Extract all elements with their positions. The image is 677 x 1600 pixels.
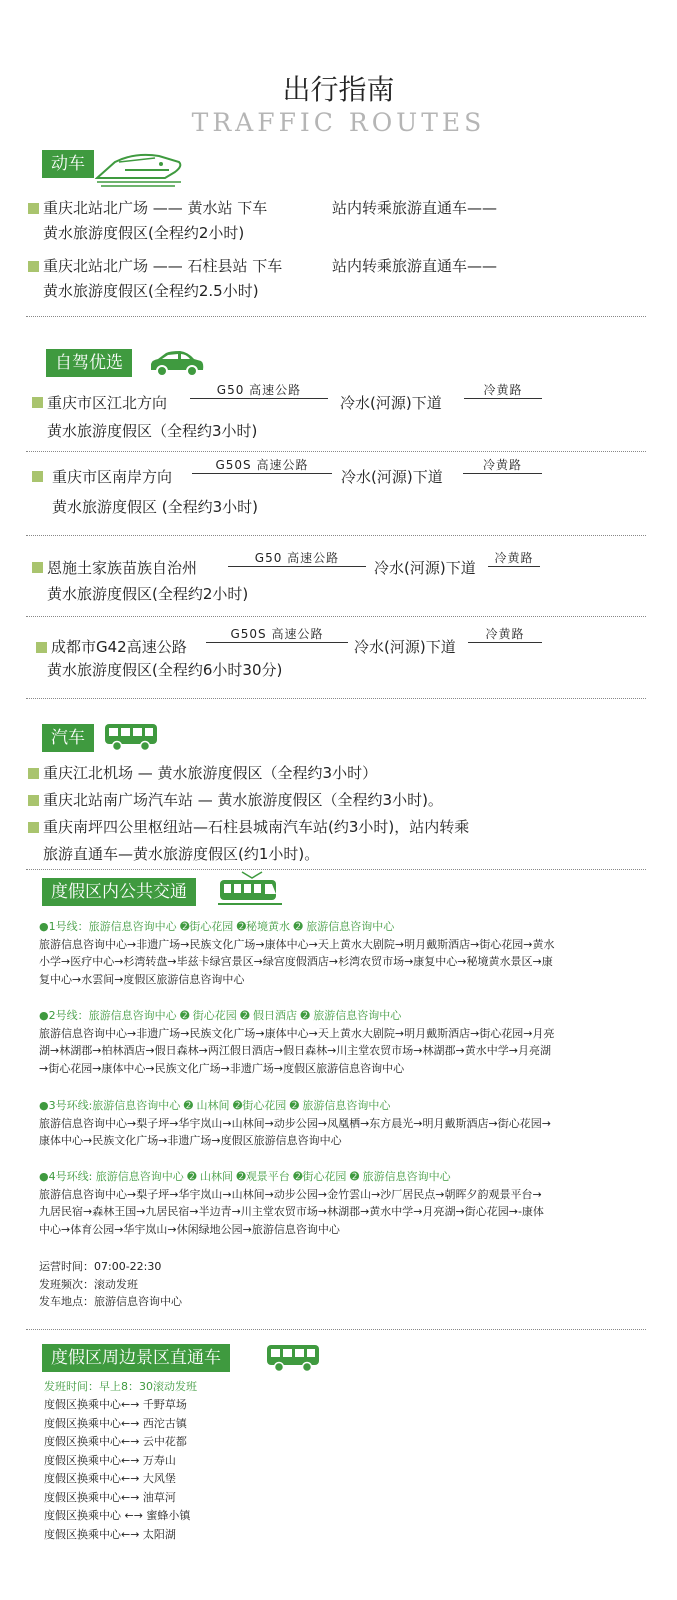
drive-4-road: G50S 高速公路 <box>206 627 348 643</box>
bus-icon <box>104 722 158 752</box>
bullet <box>32 397 43 408</box>
scenic-bus-icon <box>266 1343 320 1373</box>
divider <box>26 451 646 452</box>
drive-2-road2: 冷黄路 <box>463 458 542 474</box>
divider <box>26 316 646 317</box>
bullet <box>28 822 39 833</box>
drive-3-mid: 冷水(河源)下道 <box>374 559 476 577</box>
train-route-2-a: 重庆北站北广场 —— 石柱县站 下车 <box>43 257 283 275</box>
divider <box>26 616 646 617</box>
bullet <box>28 261 39 272</box>
drive-2-road: G50S 高速公路 <box>192 458 332 474</box>
divider <box>26 869 646 870</box>
scenic-departure-time: 发班时间：早上8：30滚动发班 <box>44 1380 197 1393</box>
bullet <box>28 768 39 779</box>
line-1-stops: 复中心→水雲间→度假区旅游信息咨询中心 <box>39 972 245 986</box>
drive-1-road2: 冷黄路 <box>464 383 542 399</box>
train-route-2-c: 黄水旅游度假区(全程约2.5小时) <box>43 282 259 300</box>
line-2-stops: 湖→林湖郡→柏林酒店→假日森林→两江假日酒店→假日森林→川主堂农贸市场→林湖郡→黄水中学→月亮湖 <box>39 1044 551 1057</box>
page-subtitle: TRAFFIC ROUTES <box>191 108 486 137</box>
line-3-stops: 康体中心→民族文化广场→非遗广场→度假区旅游信息咨询中心 <box>39 1134 342 1147</box>
bullet <box>28 795 39 806</box>
bullet <box>32 471 43 482</box>
scenic-route: 度假区换乘中心←→ 千野草场 <box>44 1398 187 1411</box>
line-2-title: ●2号线：旅游信息咨询中心 ➋ 街心花园 ➋ 假日酒店 ➋ 旅游信息咨询中心 <box>39 1009 402 1022</box>
bullet <box>36 642 47 653</box>
bus-route-3b: 旅游直通车—黄水旅游度假区(约1小时)。 <box>43 845 320 863</box>
line-1-stops: 小学→医疗中心→杉湾转盘→毕兹卡绿宫景区→绿宫度假酒店→杉湾农贸市场→康复中心→秘境黄水景区→康 <box>39 955 553 968</box>
line-3 <box>39 1097 659 1150</box>
line-4 <box>39 1168 659 1238</box>
section-resort-title: 度假区内公共交通 <box>42 878 196 906</box>
train-route-1-a: 重庆北站北广场 —— 黄水站 下车 <box>43 199 268 217</box>
line-3-title: ●3号环线:旅游信息咨询中心 ➋ 山林间 ➋街心花园 ➋ 旅游信息咨询中心 <box>39 1099 391 1112</box>
section-bus-title: 汽车 <box>42 724 94 752</box>
drive-4-road2: 冷黄路 <box>468 627 542 643</box>
drive-3-road: G50 高速公路 <box>228 551 366 567</box>
bus-route-3a: 重庆南坪四公里枢纽站—石柱县城南汽车站(约3小时)，站内转乘 <box>43 818 470 836</box>
line-4-stops: 旅游信息咨询中心→梨子坪→华宇岚山→山林间→动步公园→金竹雲山→沙厂居民点→朝晖夕韵观景平台→ <box>39 1187 542 1201</box>
scenic-route: 度假区换乘中心←→ 油草河 <box>44 1490 176 1504</box>
bullet <box>28 203 39 214</box>
line-2-stops: →街心花园→康体中心→民族文化广场→非遗广场→度假区旅游信息咨询中心 <box>39 1061 405 1075</box>
car-icon <box>148 348 206 378</box>
drive-2-dest: 黄水旅游度假区 (全程约3小时) <box>52 498 259 516</box>
scenic-routes <box>44 1396 190 1544</box>
scenic-route: 度假区换乘中心←→ 太阳湖 <box>44 1527 176 1541</box>
page-title: 出行指南 <box>282 73 395 106</box>
line-3-stops: 旅游信息咨询中心→梨子坪→华宇岚山→山林间→动步公园→凤凰栖→东方晨光→明月戴斯酒店→街心花园→ <box>39 1116 551 1130</box>
drive-1-road: G50 高速公路 <box>190 383 328 399</box>
line-4-stops: 中心→体育公园→华宇岚山→休闲绿地公园→旅游信息咨询中心 <box>39 1222 340 1236</box>
train-route-1-b: 站内转乘旅游直通车—— <box>332 199 498 217</box>
train-icon <box>95 148 185 188</box>
drive-2-mid: 冷水(河源)下道 <box>341 468 443 486</box>
line-1 <box>39 918 659 988</box>
drive-4-from: 成都市G42高速公路 <box>51 638 187 656</box>
line-4-title: ●4号环线: 旅游信息咨询中心 ➋ 山林间 ➋观景平台 ➋街心花园 ➋ 旅游信息咨询中心 <box>39 1170 451 1183</box>
scenic-route: 度假区换乘中心←→ 万寿山 <box>44 1453 176 1467</box>
divider <box>26 1329 646 1330</box>
line-2 <box>39 1007 659 1077</box>
line-4-stops: 九居民宿→森林王国→九居民宿→半边青→川主堂农贸市场→林湖郡→黄水中学→月亮湖→街心花园→-康体 <box>39 1205 544 1218</box>
train-route-2-b: 站内转乘旅游直通车—— <box>332 257 498 275</box>
drive-4-mid: 冷水(河源)下道 <box>354 638 456 656</box>
divider <box>26 535 646 536</box>
operation-frequency: 发班频次：滚动发班 <box>39 1277 138 1291</box>
drive-1-from: 重庆市区江北方向 <box>47 394 168 412</box>
section-train-title: 动车 <box>42 150 94 178</box>
scenic-route: 度假区换乘中心←→ 大风堡 <box>44 1472 176 1485</box>
bus-route-1: 重庆江北机场 — 黄水旅游度假区（全程约3小时） <box>43 764 378 782</box>
train-route-1-c: 黄水旅游度假区(全程约2小时) <box>43 224 245 242</box>
drive-1-mid: 冷水(河源)下道 <box>340 394 442 412</box>
drive-4-dest: 黄水旅游度假区(全程约6小时30分) <box>47 661 283 679</box>
drive-3-road2: 冷黄路 <box>488 551 540 567</box>
section-scenic-title: 度假区周边景区直通车 <box>42 1344 230 1372</box>
section-drive-title: 自驾优选 <box>46 349 132 377</box>
drive-1-dest: 黄水旅游度假区（全程约3小时) <box>47 422 258 440</box>
scenic-route: 度假区换乘中心←→ 西沱古镇 <box>44 1416 187 1430</box>
line-1-title: ●1号线：旅游信息咨询中心 ➋街心花园 ➋秘境黄水 ➋ 旅游信息咨询中心 <box>39 920 395 933</box>
bus-route-2: 重庆北站南广场汽车站 — 黄水旅游度假区（全程约3小时)。 <box>43 791 443 809</box>
operation-hours: 运营时间：07:00-22:30 <box>39 1260 162 1273</box>
line-1-stops: 旅游信息咨询中心→非遗广场→民族文化广场→康体中心→天上黄水大剧院→明月戴斯酒店→街心花园→黄水 <box>39 937 555 951</box>
line-2-stops: 旅游信息咨询中心→非遗广场→民族文化广场→康体中心→天上黄水大剧院→明月戴斯酒店→街心花园→月亮 <box>39 1026 555 1040</box>
tram-icon <box>218 870 282 908</box>
scenic-route: 度假区换乘中心 ←→ 蜜蜂小镇 <box>44 1509 191 1522</box>
drive-2-from: 重庆市区南岸方向 <box>52 468 173 486</box>
operation-info <box>39 1258 182 1311</box>
drive-3-dest: 黄水旅游度假区(全程约2小时) <box>47 585 249 603</box>
drive-3-from: 恩施土家族苗族自治州 <box>47 559 198 577</box>
departure-location: 发车地点：旅游信息咨询中心 <box>39 1295 182 1308</box>
bullet <box>32 562 43 573</box>
divider <box>26 698 646 699</box>
scenic-route: 度假区换乘中心←→ 云中花都 <box>44 1435 187 1448</box>
